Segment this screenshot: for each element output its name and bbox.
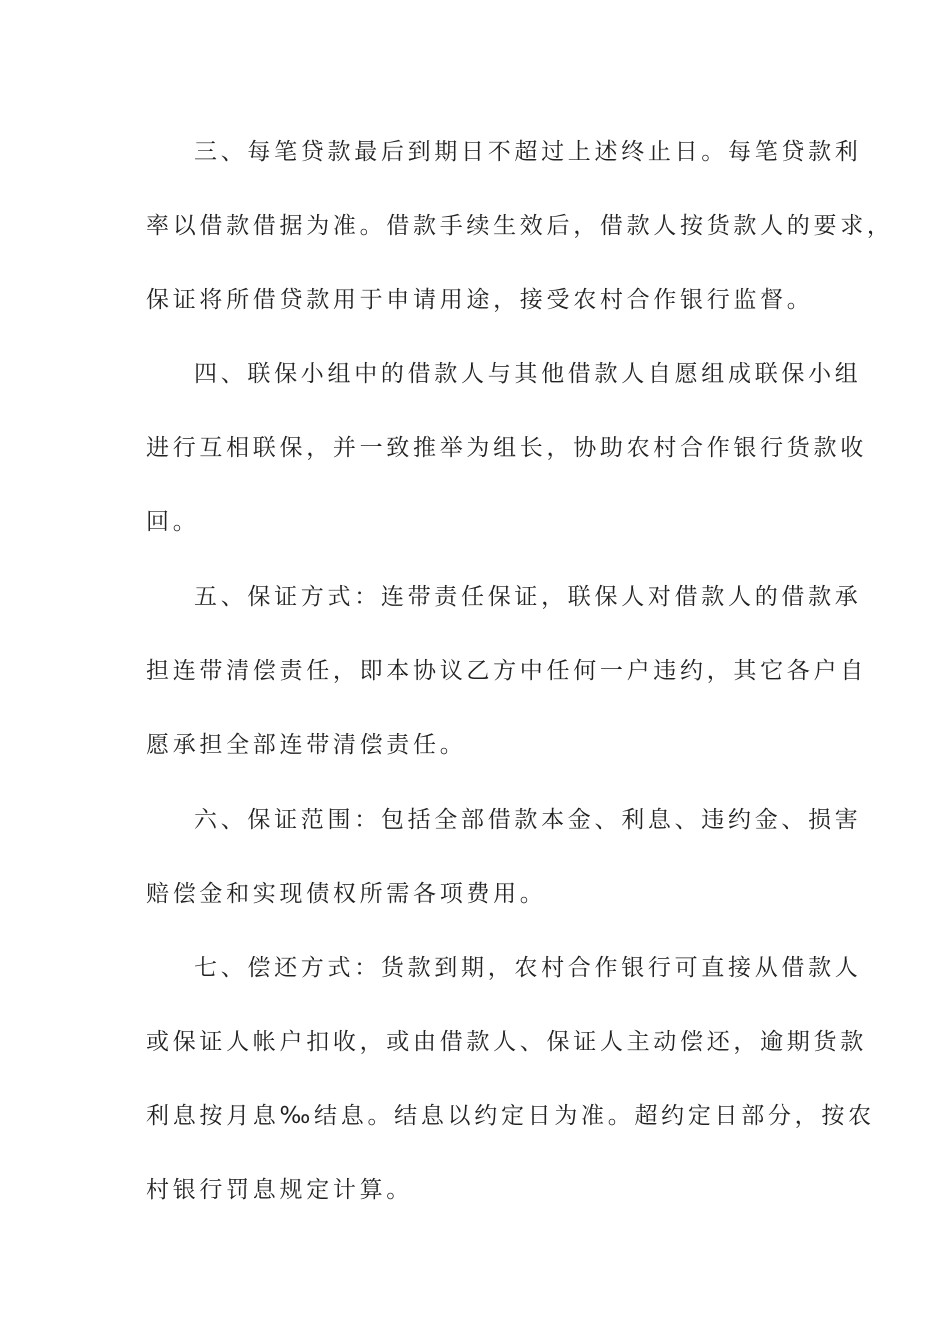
clause-5-line-1: 五、保证方式：连带责任保证，联保人对借款人的借款承	[194, 584, 862, 610]
clause-5-line-2: 担连带清偿责任，即本协议乙方中任何一户违约，其它各户自	[146, 658, 867, 684]
clause-7-line-1: 七、偿还方式：货款到期，农村合作银行可直接从借款人	[194, 955, 862, 981]
clause-4-line-3: 回。	[146, 509, 200, 535]
clause-3-line-1: 三、每笔贷款最后到期日不超过上述终止日。每笔贷款利	[194, 139, 862, 165]
clause-3-line-3: 保证将所借贷款用于申请用途，接受农村合作银行监督。	[146, 287, 814, 313]
clause-4-line-2: 进行互相联保，并一致推举为组长，协助农村合作银行货款收	[146, 435, 867, 461]
clause-4-line-1: 四、联保小组中的借款人与其他借款人自愿组成联保小组	[194, 361, 862, 387]
clause-7-line-3: 利息按月息‰结息。结息以约定日为准。超约定日部分，按农	[146, 1103, 875, 1129]
clause-7-line-2: 或保证人帐户扣收，或由借款人、保证人主动偿还，逾期货款	[146, 1029, 867, 1055]
clause-5-line-3: 愿承担全部连带清偿责任。	[146, 732, 467, 758]
clause-3-line-2: 率以借款借据为准。借款手续生效后，借款人按货款人的要求，	[146, 213, 894, 239]
clause-6-line-1: 六、保证范围：包括全部借款本金、利息、违约金、损害	[194, 807, 862, 833]
clause-6-line-2: 赔偿金和实现债权所需各项费用。	[146, 881, 547, 907]
clause-7-line-4: 村银行罚息规定计算。	[146, 1177, 413, 1203]
